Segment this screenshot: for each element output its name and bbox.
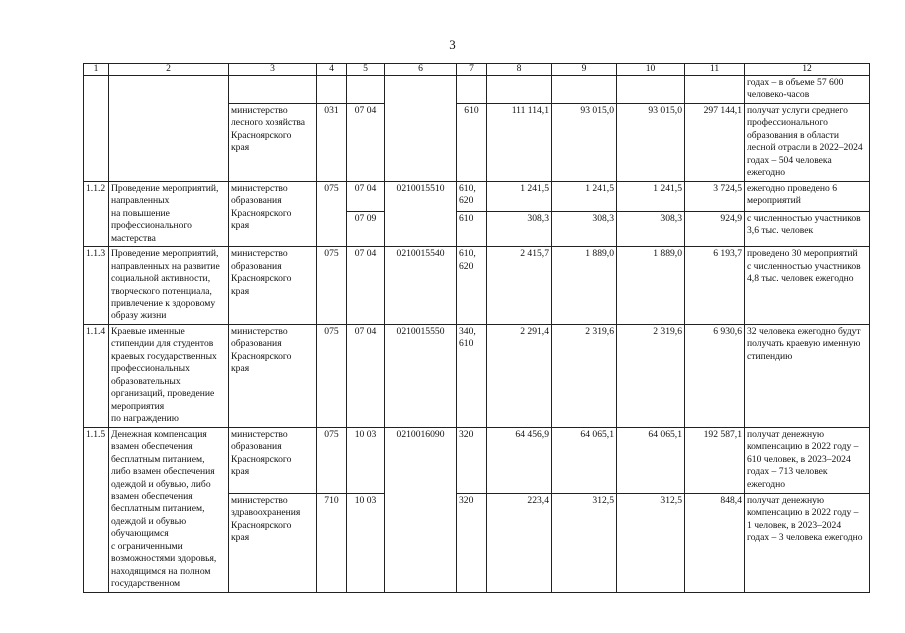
rzpr-code: 10 03: [347, 427, 385, 493]
column-header: 7: [457, 64, 487, 76]
result-text: ежегодно проведено 6 мероприятий: [745, 181, 870, 211]
result-text: с численностью участников 3,6 тыс. человек: [745, 211, 870, 246]
item-name: Проведение мероприятий, направленных на повышение профессионального мастерства: [109, 181, 229, 246]
page-number: 3: [449, 37, 456, 52]
rzpr-code: 10 03: [347, 493, 385, 592]
result-text: годах – в объеме 57 600 человеко-часов: [745, 76, 870, 104]
table-row: [84, 181, 870, 211]
grbs-code: 075: [317, 247, 347, 325]
grbs-code: 075: [317, 181, 347, 246]
column-header: 10: [617, 64, 685, 76]
value-2023: 312,5: [552, 493, 617, 592]
value-2023: 1 889,0: [552, 247, 617, 325]
responsible-org: министерство образования Красноярского края: [229, 427, 317, 493]
value-2024: 2 319,6: [617, 324, 685, 427]
rzpr-code: 07 04: [347, 324, 385, 427]
responsible-org: министерство образования Красноярского края: [229, 324, 317, 427]
value-2024: 64 065,1: [617, 427, 685, 493]
responsible-org: министерство образования Красноярского края: [229, 247, 317, 325]
value-2022: 2 415,7: [487, 247, 552, 325]
responsible-org: министерство лесного хозяйства Красноярского края: [229, 103, 317, 181]
value-2023: 93 015,0: [552, 103, 617, 181]
value-2024: 312,5: [617, 493, 685, 592]
responsible-org: министерство образования Красноярского края: [229, 181, 317, 246]
csr-code: 0210015550: [385, 324, 457, 427]
value-2022: 111 114,1: [487, 103, 552, 181]
column-header: 1: [84, 64, 109, 76]
budget-table: [83, 63, 870, 593]
value-2022: 1 241,5: [487, 181, 552, 211]
value-2024: 1 241,5: [617, 181, 685, 211]
csr-code: 0210015540: [385, 247, 457, 325]
table-row: [84, 76, 870, 104]
value-2024: 308,3: [617, 211, 685, 246]
result-text: 32 человека ежегодно будут получать краевую именную стипендию: [745, 324, 870, 427]
grbs-code: 075: [317, 427, 347, 493]
value-2023: 308,3: [552, 211, 617, 246]
column-header: 11: [685, 64, 745, 76]
column-header: 4: [317, 64, 347, 76]
responsible-org: министерство здравоохранения Красноярского края: [229, 493, 317, 592]
value-total: 192 587,1: [685, 427, 745, 493]
vr-code: 610: [457, 211, 487, 246]
vr-code: 320: [457, 493, 487, 592]
rzpr-code: 07 09: [347, 211, 385, 246]
value-2022: 223,4: [487, 493, 552, 592]
item-name: Краевые именные стипендии для студентов краевых государственных профессиональных образовательных организаций, проведение мероприятия по награждению: [109, 324, 229, 427]
value-total: 6 930,6: [685, 324, 745, 427]
vr-code: 320: [457, 427, 487, 493]
column-header: 2: [109, 64, 229, 76]
vr-code: 610: [457, 103, 487, 181]
grbs-code: 031: [317, 103, 347, 181]
item-name: Проведение мероприятий, направленных на развитие социальной активности, творческого потенциала, привлечение к здоровому образу жизни: [109, 247, 229, 325]
column-header: 8: [487, 64, 552, 76]
column-header: 9: [552, 64, 617, 76]
value-2023: 1 241,5: [552, 181, 617, 211]
rzpr-code: 07 04: [347, 103, 385, 181]
grbs-code: 710: [317, 493, 347, 592]
result-text: получат денежную компенсацию в 2022 году – 1 человек, в 2023–2024 годах – 3 человека ежегодно: [745, 493, 870, 592]
value-2023: 2 319,6: [552, 324, 617, 427]
item-number: 1.1.5: [84, 427, 109, 592]
value-total: 924,9: [685, 211, 745, 246]
rzpr-code: 07 04: [347, 181, 385, 211]
vr-code: 340, 610: [457, 324, 487, 427]
value-total: 848,4: [685, 493, 745, 592]
vr-code: 610, 620: [457, 247, 487, 325]
item-number: 1.1.3: [84, 247, 109, 325]
grbs-code: 075: [317, 324, 347, 427]
value-2024: 93 015,0: [617, 103, 685, 181]
column-header: 3: [229, 64, 317, 76]
csr-code: 0210015510: [385, 181, 457, 246]
table-row: [84, 427, 870, 493]
value-2024: 1 889,0: [617, 247, 685, 325]
item-number: 1.1.4: [84, 324, 109, 427]
table-row: [84, 324, 870, 427]
column-header: 12: [745, 64, 870, 76]
vr-code: 610, 620: [457, 181, 487, 211]
result-text: получат услуги среднего профессионального образования в области лесной отрасли в 2022–2024 годах – 504 человека ежегодно: [745, 103, 870, 181]
rzpr-code: 07 04: [347, 247, 385, 325]
value-2022: 308,3: [487, 211, 552, 246]
table-row: [84, 247, 870, 325]
value-total: 3 724,5: [685, 181, 745, 211]
value-total: 297 144,1: [685, 103, 745, 181]
value-2023: 64 065,1: [552, 427, 617, 493]
result-text: проведено 30 мероприятий с численностью участников 4,8 тыс. человек ежегодно: [745, 247, 870, 325]
value-total: 6 193,7: [685, 247, 745, 325]
value-2022: 64 456,9: [487, 427, 552, 493]
item-name: Денежная компенсация взамен обеспечения бесплатным питанием, либо взамен обеспечения одеждой и обувью, либо взамен обеспечения бесплатным питанием, одеждой и обувью обучающимся с ограниченными возможностями здоровья, находящимся на полном государственном: [109, 427, 229, 592]
csr-code: 0210016090: [385, 427, 457, 592]
result-text: получат денежную компенсацию в 2022 году – 610 человек, в 2023–2024 годах – 713 человек ежегодно: [745, 427, 870, 493]
column-header: 5: [347, 64, 385, 76]
table-header-row: [84, 64, 870, 76]
item-number: 1.1.2: [84, 181, 109, 246]
column-header: 6: [385, 64, 457, 76]
value-2022: 2 291,4: [487, 324, 552, 427]
